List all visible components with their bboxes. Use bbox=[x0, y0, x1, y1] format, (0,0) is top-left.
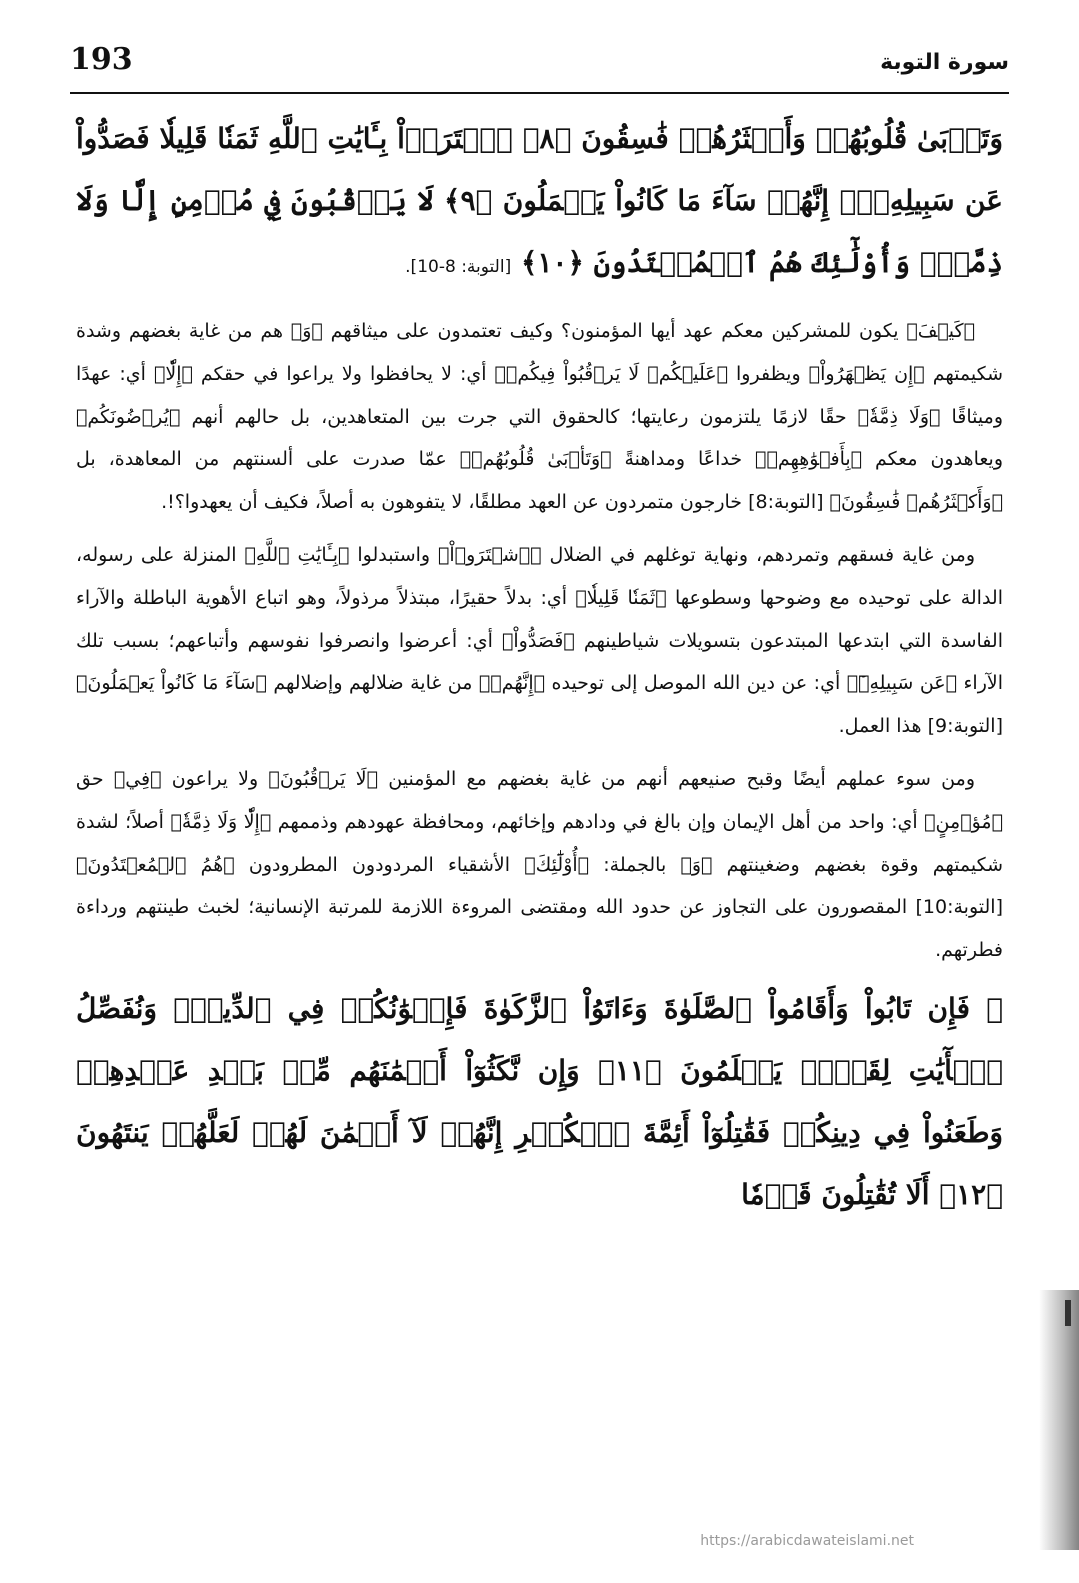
watermark-url[interactable]: https://arabicdawateislami.net bbox=[700, 1533, 914, 1549]
surah-title: سورة التوبة bbox=[880, 50, 1009, 75]
quran-verses-bottom: ﴿ فَإِن تَابُواْ وَأَقَامُواْ ٱلصَّلَوٰةَ وَءَاتَوُاْ ٱلزَّكَوٰةَ فَإِخۡوَٰنُكُمۡ فِي ٱلدِّينِۗ وَنُفَصِّلُ ٱلۡأٓيَٰتِ لِقَوۡمٖ يَعۡلَمُونَ ﴿١١﴾ وَإِن نَّكَثُوٓاْ أَيۡمَٰنَهُم مِّنۢ بَعۡدِ عَهۡدِهِمۡ وَطَعَنُواْ فِي دِينِكُمۡ فَقَٰتِلُوٓاْ أَئِمَّةَ ٱلۡكُفۡرِ إِنَّهُمۡ لَآ أَيۡمَٰنَ لَهُمۡ لَعَلَّهُمۡ يَنتَهُونَ ﴿١٢﴾ أَلَا تُقَٰتِلُونَ قَوۡمٗا bbox=[76, 991, 1004, 1211]
page-header bbox=[70, 40, 1009, 94]
tafsir-paragraph-2: ومن غاية فسقهم وتمردهم، ونهاية توغلهم في الضلال ﴿ٱشۡتَرَوۡاْ﴾ واستبدلوا ﴿بِـَٔايَٰتِ ٱللَّهِ﴾ المنزلة على رسوله، الدالة على توحيده مع وضوحها وسطوعها ﴿ثَمَنٗا قَلِيلٗا﴾ أي: بدلاً حقيرًا، مبتذلاً مرذولاً، وهو اتباع الأهوية الباطلة والآراء الفاسدة التي ابتدعها المبتدعون بتسويلات شياطينهم ﴿فَصَدُّواْ﴾ أي: أعرضوا وانصرفوا نفوسهم وأتباعهم؛ بسبب تلك الآراء ﴿عَن سَبِيلِهِۦٓ﴾ أي: عن دين الله الموصل إلى توحيده ﴿إِنَّهُمۡ﴾ من غاية ضلالهم وإضلالهم ﴿سَآءَ مَا كَانُواْ يَعۡمَلُونَ﴾ [التوبة:9] هذا العمل. bbox=[76, 543, 1003, 738]
page-number: 193 bbox=[70, 42, 133, 77]
scan-speck bbox=[1065, 1300, 1071, 1326]
tafsir-paragraph-3: ومن سوء عملهم أيضًا وقبح صنيعهم أنهم من غاية بغضهم مع المؤمنين ﴿لَا يَرۡقُبُونَ﴾ ولا يراعون ﴿فِي﴾ حق ﴿مُؤۡمِنٍ﴾ أي: واحد من أهل الإيمان وإن بالغ في ودادهم وإخائهم، ومحافظة عهودهم وذممهم ﴿إِلّٗا وَلَا ذِمَّةٗ﴾ أصلاً؛ لشدة شكيمتهم وقوة بغضهم وضغينتهم ﴿وَ﴾ بالجملة: ﴿أُوْلَٰٓئِكَ﴾ الأشقياء المردودون المطرودون ﴿هُمُ ٱلۡمُعۡتَدُونَ﴾ [التوبة:10] المقصورون على التجاوز عن حدود الله ومقتضى المروءة اللازمة للمرتبة الإنسانية؛ لخبث طينتهم ورداءة فطرتهم. bbox=[76, 767, 1003, 962]
quran-verses-top bbox=[76, 108, 1003, 298]
page-content bbox=[76, 108, 1003, 1226]
tafsir-paragraph-1: ﴿كَيۡفَ﴾ يكون للمشركين معكم عهد أيها المؤمنون؟ وكيف تعتمدون على ميثاقهم ﴿وَ﴾ هم من غاية بغضهم وشدة شكيمتهم ﴿إِن يَظۡهَرُواْ﴾ ويظفروا ﴿عَلَيۡكُمۡ لَا يَرۡقُبُواْ فِيكُمۡ﴾ أي: لا يحافظوا ولا يراعوا في حقكم ﴿إِلّٗا﴾ أي: عهدًا وميثاقًا ﴿وَلَا ذِمَّةٗ﴾ حقًا لازمًا يلتزمون رعايتها؛ كالحقوق التي جرت بين المتعاهدين، بل حالهم أنهم ﴿يُرۡضُونَكُم﴾ ويعاهدون معكم ﴿بِأَفۡوَٰهِهِمۡ﴾ خداعًا ومداهنةً ﴿وَتَأۡبَىٰ قُلُوبُهُمۡ﴾ عمّا صدرت على ألسنتهم من المعاهدة، بل ﴿وَأَكۡثَرُهُمۡ فَٰسِقُونَ﴾ [التوبة:8] خارجون متمردون عن العهد مطلقًا، لا يتفوهون به أصلاً، فكيف أن يعهدوا؟!. bbox=[76, 320, 1003, 514]
scan-edge-shadow bbox=[1039, 1290, 1079, 1550]
verses-top-reference: [التوبة: 8-10]. bbox=[405, 257, 512, 277]
verses-top-text: وَتَأۡبَىٰ قُلُوبُهُمۡ وَأَكۡثَرُهُمۡ فَٰسِقُونَ ﴿٨﴾ ٱشۡتَرَوۡاْ بِـَٔايَٰتِ ٱللَّهِ ثَمَنٗا قَلِيلٗا فَصَدُّواْ عَن سَبِيلِهِۦٓۚ إِنَّهُمۡ سَآءَ مَا كَانُواْ يَعۡمَلُونَ ﴿٩﴾ لَا يَرۡقُبُونَ فِي مُؤۡمِنٍ إِلّٗا وَلَا ذِمَّةٗۚ وَأُوْلَٰٓئِكَ هُمُ ٱلۡمُعۡتَدُونَ ﴿١٠﴾ bbox=[76, 122, 1003, 279]
